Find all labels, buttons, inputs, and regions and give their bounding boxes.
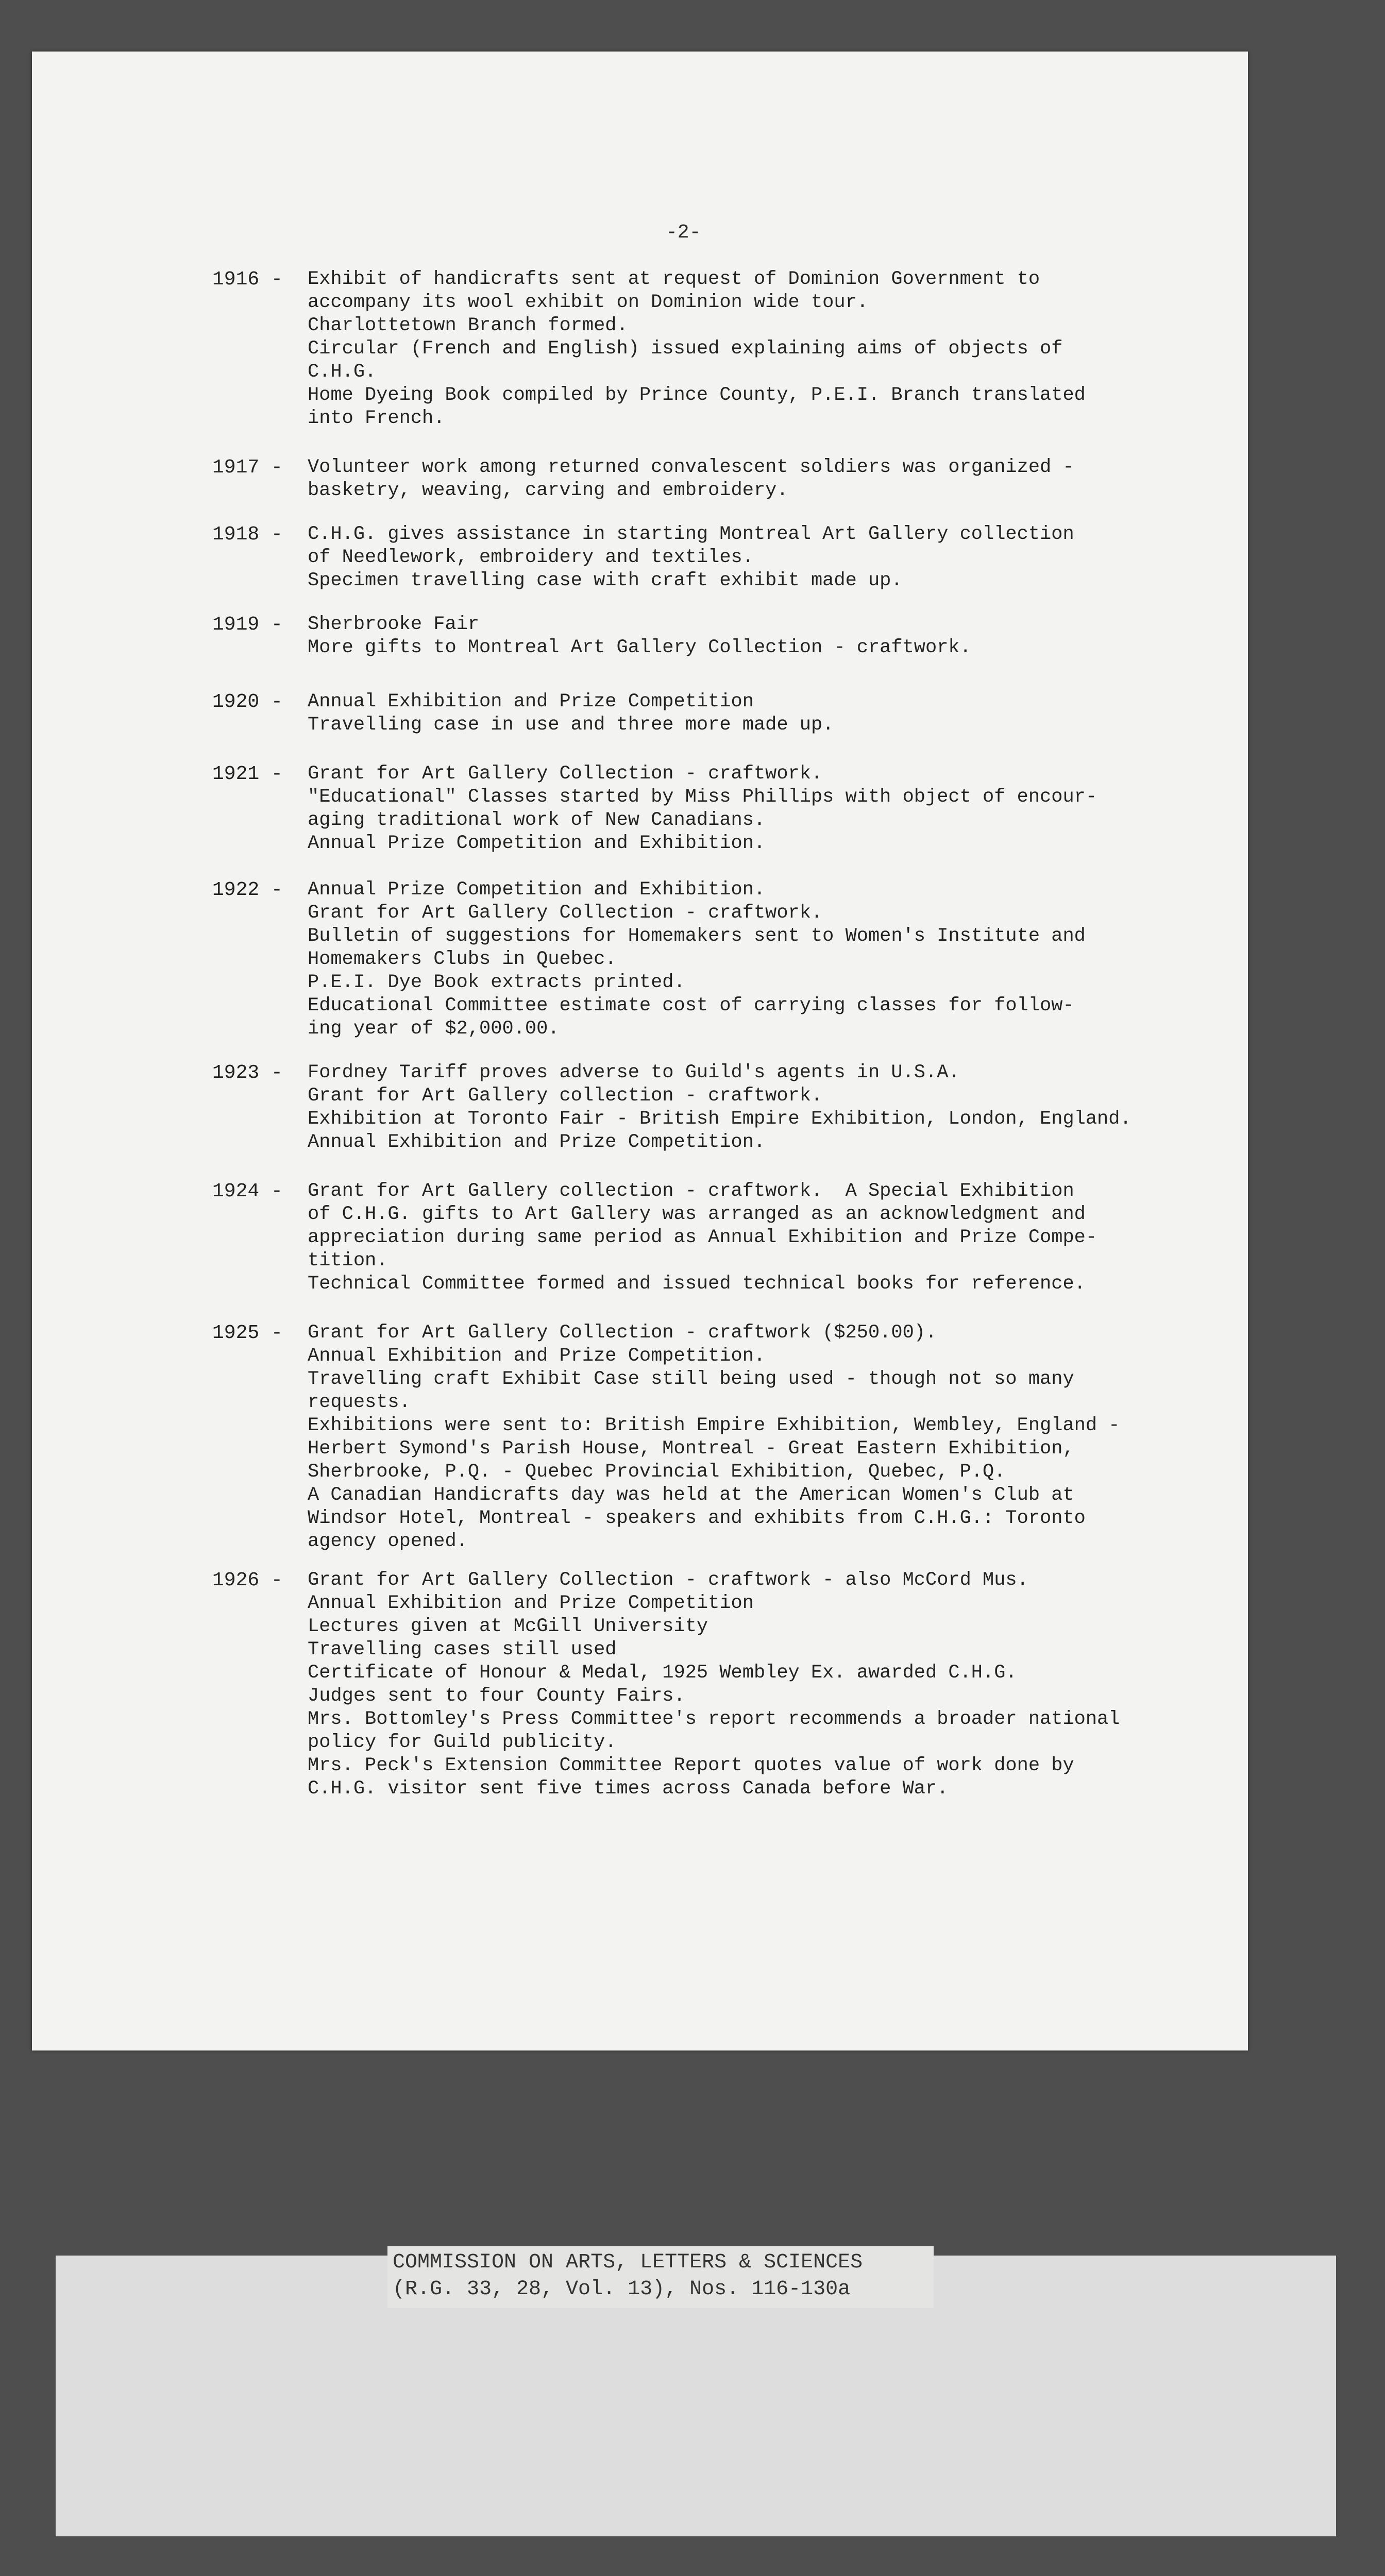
- entry-line: Homemakers Clubs in Quebec.: [308, 948, 617, 970]
- document-page: [32, 52, 1248, 2050]
- entry-line: Annual Exhibition and Prize Competition.: [308, 1131, 766, 1153]
- entry-line: Grant for Art Gallery collection - craftwork. A Special Exhibition: [308, 1180, 1074, 1202]
- entry-line: Exhibition at Toronto Fair - British Empire Exhibition, London, England.: [308, 1108, 1131, 1130]
- chronology-list: [32, 52, 1248, 2050]
- entry-line: Home Dyeing Book compiled by Prince County, P.E.I. Branch translated: [308, 384, 1086, 406]
- entry-line: Travelling case in use and three more made up.: [308, 714, 834, 736]
- entry-year: 1925 -: [212, 1322, 283, 1344]
- entry-line: Judges sent to four County Fairs.: [308, 1685, 685, 1707]
- entry-text: [308, 1180, 1235, 1296]
- entry-line: basketry, weaving, carving and embroidery.: [308, 480, 788, 501]
- entry-line: into French.: [308, 408, 445, 429]
- stamp-line-reference: (R.G. 33, 28, Vol. 13), Nos. 116-130a: [393, 2278, 851, 2301]
- entry-text: [308, 1321, 1235, 1553]
- entry-line: Travelling craft Exhibit Case still being used - though not so many: [308, 1368, 1074, 1390]
- entry-line: policy for Guild publicity.: [308, 1732, 617, 1753]
- entry-year: 1924 -: [212, 1180, 283, 1202]
- entry-line: Annual Prize Competition and Exhibition.: [308, 833, 766, 854]
- entry-line: Grant for Art Gallery Collection - craftwork.: [308, 763, 823, 785]
- entry-text: [308, 762, 1235, 855]
- entry-text: [308, 1569, 1235, 1801]
- entry-line: Bulletin of suggestions for Homemakers sent to Women's Institute and: [308, 925, 1086, 947]
- entry-line: Volunteer work among returned convalescent soldiers was organized -: [308, 456, 1074, 478]
- entry-year: 1917 -: [212, 456, 283, 479]
- entry-line: Circular (French and English) issued explaining aims of objects of: [308, 338, 1063, 360]
- entry-line: agency opened.: [308, 1531, 468, 1552]
- entry-line: Grant for Art Gallery Collection - craftwork ($250.00).: [308, 1322, 937, 1344]
- entry-line: accompany its wool exhibit on Dominion wide tour.: [308, 292, 868, 313]
- entry-line: Lectures given at McGill University: [308, 1616, 708, 1637]
- entry-text: [308, 613, 1235, 659]
- entry-line: Exhibit of handicrafts sent at request of Dominion Government to: [308, 268, 1040, 290]
- stamp-line-collection: COMMISSION ON ARTS, LETTERS & SCIENCES: [393, 2251, 863, 2274]
- entry-line: Mrs. Bottomley's Press Committee's report recommends a broader national: [308, 1708, 1120, 1730]
- entry-line: Sherbrooke, P.Q. - Quebec Provincial Exhibition, Quebec, P.Q.: [308, 1461, 1006, 1483]
- entry-line: of Needlework, embroidery and textiles.: [308, 547, 754, 568]
- entry-line: A Canadian Handicrafts day was held at the American Women's Club at: [308, 1484, 1074, 1506]
- entry-text: [308, 268, 1235, 430]
- entry-line: ing year of $2,000.00.: [308, 1018, 560, 1040]
- entry-line: C.H.G.: [308, 361, 377, 383]
- entry-text: [308, 523, 1235, 592]
- entry-line: Annual Exhibition and Prize Competition: [308, 691, 754, 713]
- entry-line: aging traditional work of New Canadians.: [308, 809, 766, 831]
- entry-year: 1916 -: [212, 268, 283, 291]
- entry-text: [308, 878, 1235, 1041]
- entry-text: [308, 690, 1235, 737]
- entry-year: 1920 -: [212, 691, 283, 713]
- entry-line: Annual Exhibition and Prize Competition: [308, 1592, 754, 1614]
- entry-year: 1923 -: [212, 1062, 283, 1084]
- entry-year: 1919 -: [212, 614, 283, 636]
- entry-line: Technical Committee formed and issued technical books for reference.: [308, 1273, 1086, 1295]
- entry-line: "Educational" Classes started by Miss Phillips with object of encour-: [308, 786, 1097, 808]
- entry-line: Annual Prize Competition and Exhibition.: [308, 879, 766, 901]
- entry-line: Annual Exhibition and Prize Competition.: [308, 1345, 766, 1367]
- entry-line: Exhibitions were sent to: British Empire Exhibition, Wembley, England -: [308, 1415, 1120, 1436]
- entry-line: appreciation during same period as Annual Exhibition and Prize Compe-: [308, 1227, 1097, 1248]
- entry-line: Certificate of Honour & Medal, 1925 Wembley Ex. awarded C.H.G.: [308, 1662, 1017, 1684]
- entry-line: tition.: [308, 1250, 388, 1272]
- entry-line: Herbert Symond's Parish House, Montreal - Great Eastern Exhibition,: [308, 1438, 1074, 1460]
- entry-line: Charlottetown Branch formed.: [308, 315, 628, 336]
- entry-year: 1926 -: [212, 1569, 283, 1591]
- entry-line: Fordney Tariff proves adverse to Guild's agents in U.S.A.: [308, 1062, 960, 1083]
- entry-line: Sherbrooke Fair: [308, 614, 480, 635]
- entry-line: Mrs. Peck's Extension Committee Report quotes value of work done by: [308, 1755, 1074, 1776]
- entry-line: Specimen travelling case with craft exhibit made up.: [308, 570, 903, 591]
- entry-line: requests.: [308, 1392, 411, 1413]
- entry-line: Grant for Art Gallery Collection - craftwork - also McCord Mus.: [308, 1569, 1028, 1591]
- entry-line: P.E.I. Dye Book extracts printed.: [308, 972, 685, 993]
- entry-line: More gifts to Montreal Art Gallery Collection - craftwork.: [308, 637, 971, 658]
- entry-line: Travelling cases still used: [308, 1639, 617, 1660]
- archive-reference-stamp: [387, 2246, 934, 2308]
- entry-line: Grant for Art Gallery collection - craftwork.: [308, 1085, 823, 1107]
- entry-year: 1922 -: [212, 879, 283, 901]
- entry-text: [308, 1061, 1235, 1154]
- entry-line: Grant for Art Gallery Collection - craftwork.: [308, 902, 823, 924]
- entry-line: Educational Committee estimate cost of carrying classes for follow-: [308, 995, 1074, 1016]
- entry-line: C.H.G. visitor sent five times across Canada before War.: [308, 1778, 949, 1800]
- entry-year: 1921 -: [212, 763, 283, 785]
- entry-year: 1918 -: [212, 523, 283, 546]
- entry-line: Windsor Hotel, Montreal - speakers and exhibits from C.H.G.: Toronto: [308, 1507, 1086, 1529]
- entry-text: [308, 456, 1235, 502]
- entry-line: of C.H.G. gifts to Art Gallery was arranged as an acknowledgment and: [308, 1204, 1086, 1225]
- entry-line: C.H.G. gives assistance in starting Montreal Art Gallery collection: [308, 523, 1074, 545]
- page-number: -2-: [666, 222, 701, 244]
